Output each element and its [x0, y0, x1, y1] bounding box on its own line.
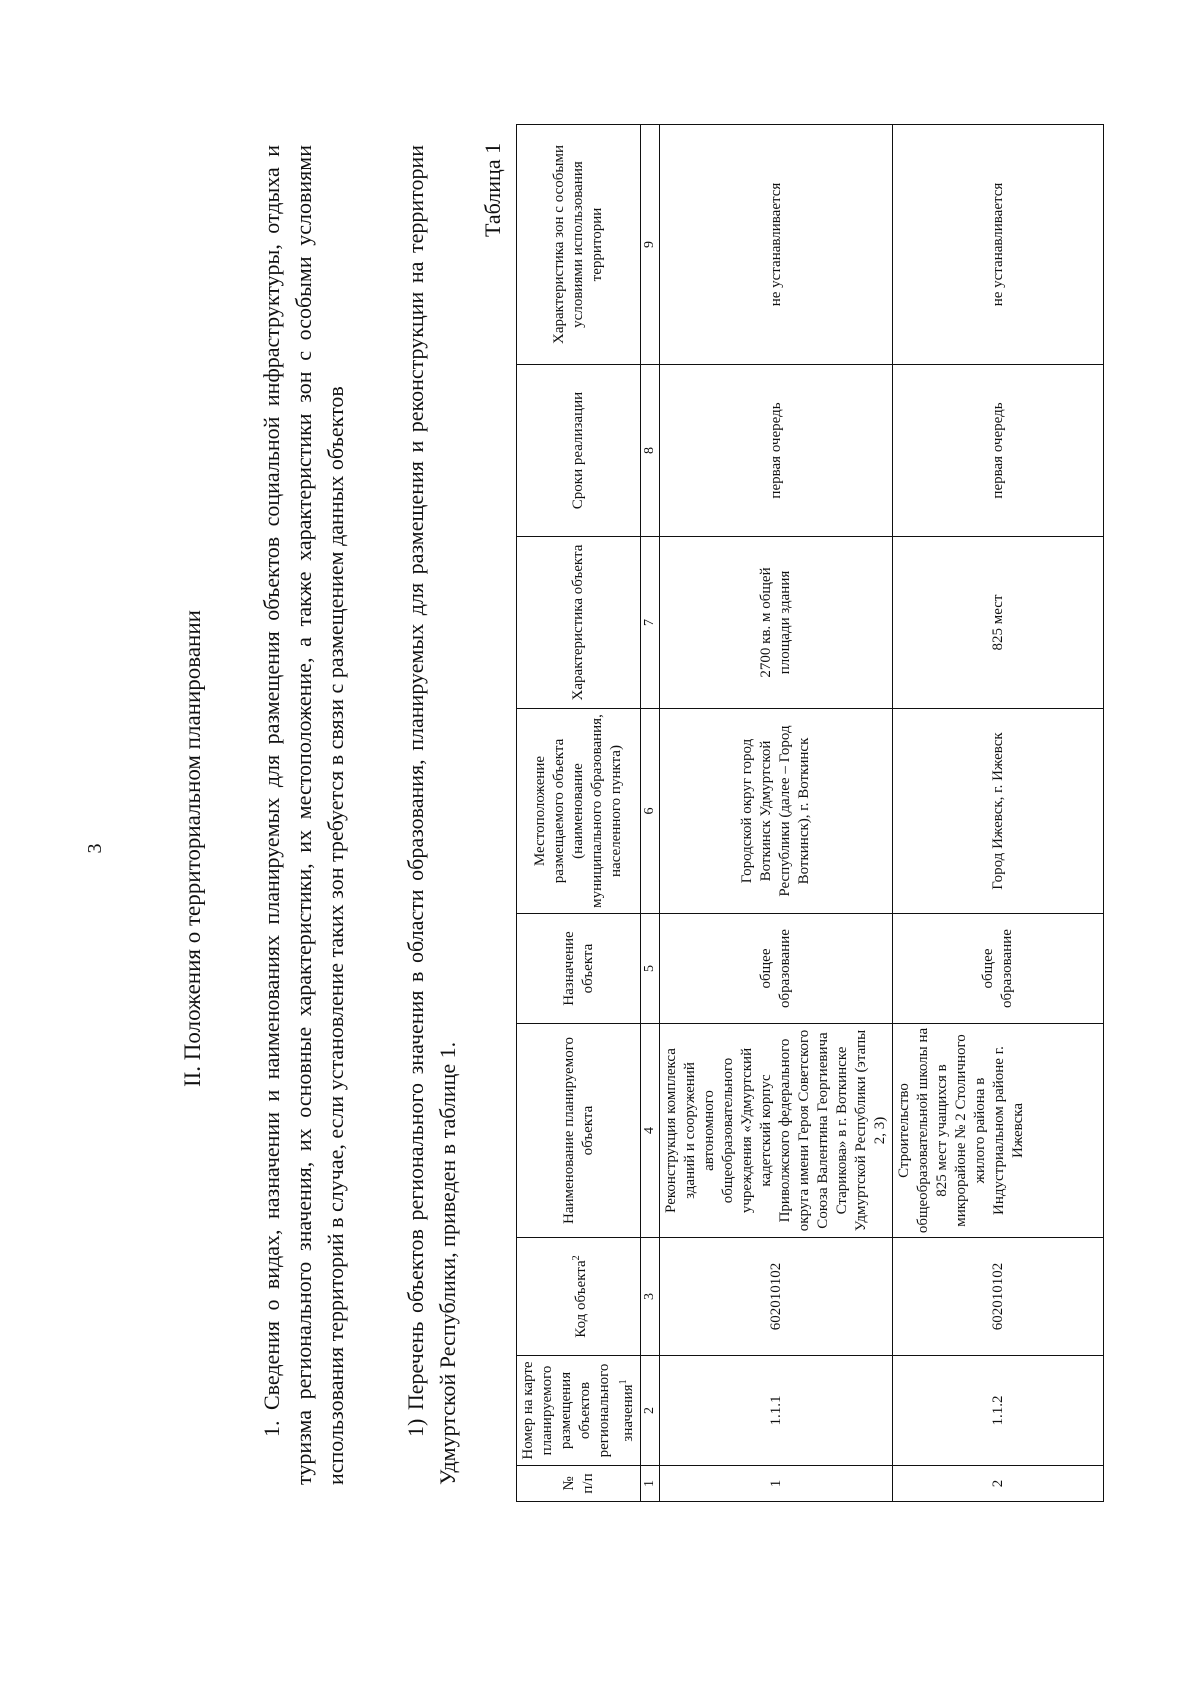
- cell-zones: не устанавливается: [660, 125, 893, 365]
- cell-location: Городской округ город Воткинск Удмуртской Республики (далее – Город Воткинск), г. Воткинск: [660, 709, 893, 914]
- header-location: Местоположение размещаемого объекта (наименование муниципального образования, населенного пункта): [517, 709, 641, 914]
- header-object-name: Наименование планируемого объекта: [517, 1024, 641, 1238]
- table-header-row: [517, 125, 641, 1502]
- column-number: 9: [641, 125, 660, 365]
- cell-characteristics: 2700 кв. м общей площади здания: [660, 537, 893, 709]
- cell-zones: не устанавливается: [893, 125, 1104, 365]
- header-object-code: Код объекта$^2$: [517, 1238, 641, 1356]
- page-number: 3: [84, 843, 106, 854]
- cell-object-name: Реконструкция комплекса зданий и сооружений автономного общеобразовательного учреждения «Удмуртский кадетский корпус Приволжского федерального округа имени Героя Советского Союза Валентина Георгиевича Старикова» в г. Воткинске Удмуртской Республики (этапы 2, 3): [660, 1024, 893, 1238]
- cell-map-number: 1.1.1: [660, 1356, 893, 1466]
- column-number: 3: [641, 1238, 660, 1356]
- header-characteristics: Характеристика объекта: [517, 537, 641, 709]
- objects-table: [516, 124, 1104, 1502]
- footnote-mark-2: 2: [570, 1255, 582, 1261]
- paragraph-2: 1) Перечень объектов регионального значения в области образования, планируемых для размещения и реконструкции на территории Удмуртской Республики, приведен в таблице 1.: [403, 145, 460, 1485]
- column-number: 4: [641, 1024, 660, 1238]
- column-number: 2: [641, 1356, 660, 1466]
- cell-timeline: первая очередь: [660, 365, 893, 537]
- cell-object-code: 602010102: [660, 1238, 893, 1356]
- column-number: 6: [641, 709, 660, 914]
- section-title: II. Положения о территориальном планировании: [180, 610, 205, 1088]
- table-column-number-row: [641, 125, 660, 1502]
- cell-location: Город Ижевск, г. Ижевск: [893, 709, 1104, 914]
- cell-number: 1: [660, 1466, 893, 1502]
- column-number: 5: [641, 914, 660, 1024]
- paragraph-1: 1. Сведения о видах, назначении и наименованиях планируемых для размещения объектов социальной инфраструктуры, отдыха и туризма регионального значения, их основные характеристики, их местоположение, а также характеристики зон с особыми условиями использования территорий в случае, если установление таких зон требуется в связи с размещением данных объектов: [259, 145, 348, 1485]
- cell-number: 2: [893, 1466, 1104, 1502]
- header-purpose: Назначение объекта: [517, 914, 641, 1024]
- cell-map-number: 1.1.2: [893, 1356, 1104, 1466]
- cell-purpose: общее образование: [660, 914, 893, 1024]
- column-number: 1: [641, 1466, 660, 1502]
- footnote-mark-1: 1: [618, 1379, 629, 1385]
- table-caption: Таблица 1: [480, 142, 505, 237]
- cell-purpose: общее образование: [893, 914, 1104, 1024]
- cell-characteristics: 825 мест: [893, 537, 1104, 709]
- column-number: 8: [641, 365, 660, 537]
- cell-object-code: 602010102: [893, 1238, 1104, 1356]
- header-number: № п/п: [517, 1466, 641, 1502]
- header-map-number: Номер на карте планируемого размещения объектов регионального значения$^1$: [517, 1356, 641, 1466]
- header-timeline: Сроки реализации: [517, 365, 641, 537]
- header-zones: Характеристика зон с особыми условиями использования территории: [517, 125, 641, 365]
- table-row: [660, 125, 893, 1502]
- column-number: 7: [641, 537, 660, 709]
- cell-object-name: Строительство общеобразовательной школы на 825 мест учащихся в микрорайоне № 2 Столичного жилого района в Индустриальном районе г. Ижевска: [893, 1024, 1104, 1238]
- cell-timeline: первая очередь: [893, 365, 1104, 537]
- table-row: [893, 125, 1104, 1502]
